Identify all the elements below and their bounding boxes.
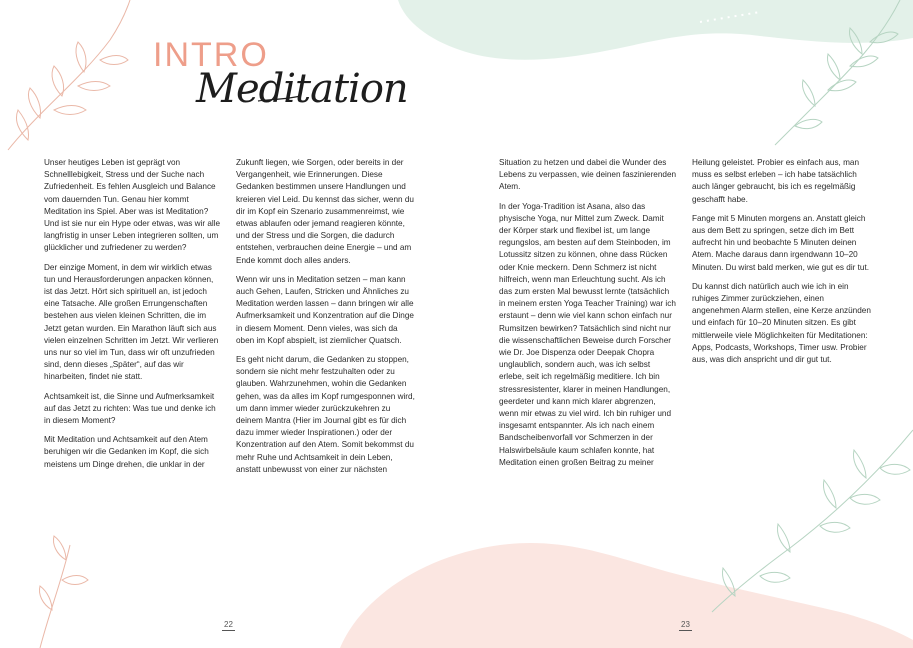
leaf-branch-top-left [8,0,130,150]
paragraph: Es geht nicht darum, die Gedanken zu stoppen, sondern sie nicht mehr festzuhalten oder zu glauben. Wahrzunehmen, wohin die Gedanken gehen, was da alles im Kopf rumgesponnen wird, um dann immer wieder zurückzukehren zu deinem Mantra (Hier im Journal gibt es für dich dazu immer wieder Inspirationen.) oder der Konzentration auf den Atem. Somit bekommst du mehr Ruhe und Achtsamkeit in dein Leben, anstatt unbewusst von einer zur nächsten [236,355,415,474]
page-number-left: 22 [224,620,233,629]
intro-heading: INTRO [153,36,269,74]
paragraph: Zukunft liegen, wie Sorgen, oder bereits in der Vergangenheit, wie Erinnerungen. Diese Gedanken bestimmen unsere Handlungen und kreieren viel Leid. Du kennst das sicher, wenn du dir im Kopf ein Szenario zusammenreimst, wie etwas ablaufen oder jemand reagieren könnte, und der Stress und die Sorgen, die dadurch entstehen, verbrauchen deine Energie – und am Ende kommt doch alles anders. [236,158,414,265]
paragraph: Der einzige Moment, in dem wir wirklich etwas tun und Herausforderungen anpacken können, ist das Jetzt. Hört sich spirituell an, ist jedoch eine Tatsache. Alle großen Errungenschaften bestehen aus vielen kleinen Schritten, die im Jetzt getan wurden. Ein Marathon läuft sich aus vielen einzelnen Schritten im Jetzt. Wir verlieren uns nur so viel im Tun, dass wir oft unzufrieden sind, denn dieses „Später“, auf das wir hinarbeiten, findet nie statt. [44,262,219,382]
paragraph: Fange mit 5 Minuten morgens an. Anstatt gleich aus dem Bett zu springen, setze dich im Bett aufrecht hin und beobachte 5 Minuten deinen Atem. Mache daraus dann irgendwann 10–20 Minuten. Du wirst bald merken, wie gut es dir tut. [692,213,870,272]
paragraph: Achtsamkeit ist, die Sinne und Aufmerksamkeit auf das Jetzt zu richten: Was tue und denke ich in diesem Moment? [44,391,216,426]
text-column-4 [692,157,872,373]
paragraph: Unser heutiges Leben ist geprägt von Schnelllebigkeit, Stress und der Suche nach Zufriedenheit. Es fehlen Ausgleich und Balance vom dauernden Tun. Genau hier kommt Meditation ins Spiel. Aber was ist Meditation? Und ist sie nur ein Hype oder etwas, was wir alle langfristig in unser Leben integrieren sollten, um glücklicher und zufriedener zu werden? [44,158,221,253]
page-number-right: 23 [681,620,690,629]
text-column-2 [236,157,416,483]
paragraph: Mit Meditation und Achtsamkeit auf den Atem beruhigen wir die Gedanken im Kopf, die sich meistens um Dinge drehen, die unklar in der [44,435,209,469]
paragraph: In der Yoga-Tradition ist Asana, also das physische Yoga, nur Mittel zum Zweck. Damit der Körper stark und flexibel ist, um lange regungslos, am besten auf dem Steinboden, im Lotussitz sitzen zu können, ohne dass Rücken oder Knie meckern. Denn Schmerz ist nicht hilfreich, wenn man Erleuchtung sucht. Als ich das zum ersten Mal bewusst lernte (tatsächlich in meinem ersten Yoga Teacher Training) war ich erstaunt – denn wie viel kann schon einfach nur Rumsitzen bewirken? Tatsächlich sind nicht nur die wissenschaftlichen Beweise durch Forscher wie Dr. Joe Dispenza oder Deepak Chopra unglaublich, sondern auch, was ich selbst erlebe, seit ich regelmäßig meditiere. Ich bin stressresistenter, klarer in meinen Handlungen, geerdeter und kann mich klarer abgrenzen, wenn mir etwas zu viel wird. Ich bin ruhiger und insgesamt entspannter. Als ich nach einem Bandscheibenvorfall vor Schmerzen in der Halswirbelsäule kaum schlafen konnte, hat Meditation einen großen Beitrag zu meiner [499,201,676,467]
meditation-script-title: Meditation [196,66,408,112]
pink-blob [340,543,913,648]
paragraph: Wenn wir uns in Meditation setzen – man kann auch Gehen, Laufen, Stricken und Ähnliches zu Meditation werden lassen – dann bringen wir alle Aufmerksamkeit und Konzentration auf die Dinge in diesem Moment. Denn vieles, was sich da oben im Kopf abspielt, ist ziemlicher Quatsch. [236,274,414,345]
paragraph: Situation zu hetzen und dabei die Wunder des Lebens zu verpassen, wie deinen faszinierenden Atem. [499,158,677,192]
paragraph: Heilung geleistet. Probier es einfach aus, man muss es selbst erleben – ich habe tatsächlich auch länger gebraucht, bis ich es regelmäßig geschafft habe. [692,158,860,204]
mint-blob [398,0,913,60]
leaf-branch-bottom-left [40,536,89,648]
text-column-1 [44,157,222,478]
paragraph: Du kannst dich natürlich auch wie ich in ein ruhiges Zimmer zurückziehen, einen angenehmen Alarm stellen, eine Kerze anzünden und einfach für 10–20 Minuten sitzen. Es gibt mittlerweile viele Möglichkeiten für Meditationen: Apps, Podcasts, Workshops, Timer usw. Probier aus, was dich anspricht und dir gut tut. [692,281,871,365]
text-column-3 [499,157,677,476]
leaf-branch-bottom-right [712,430,913,612]
